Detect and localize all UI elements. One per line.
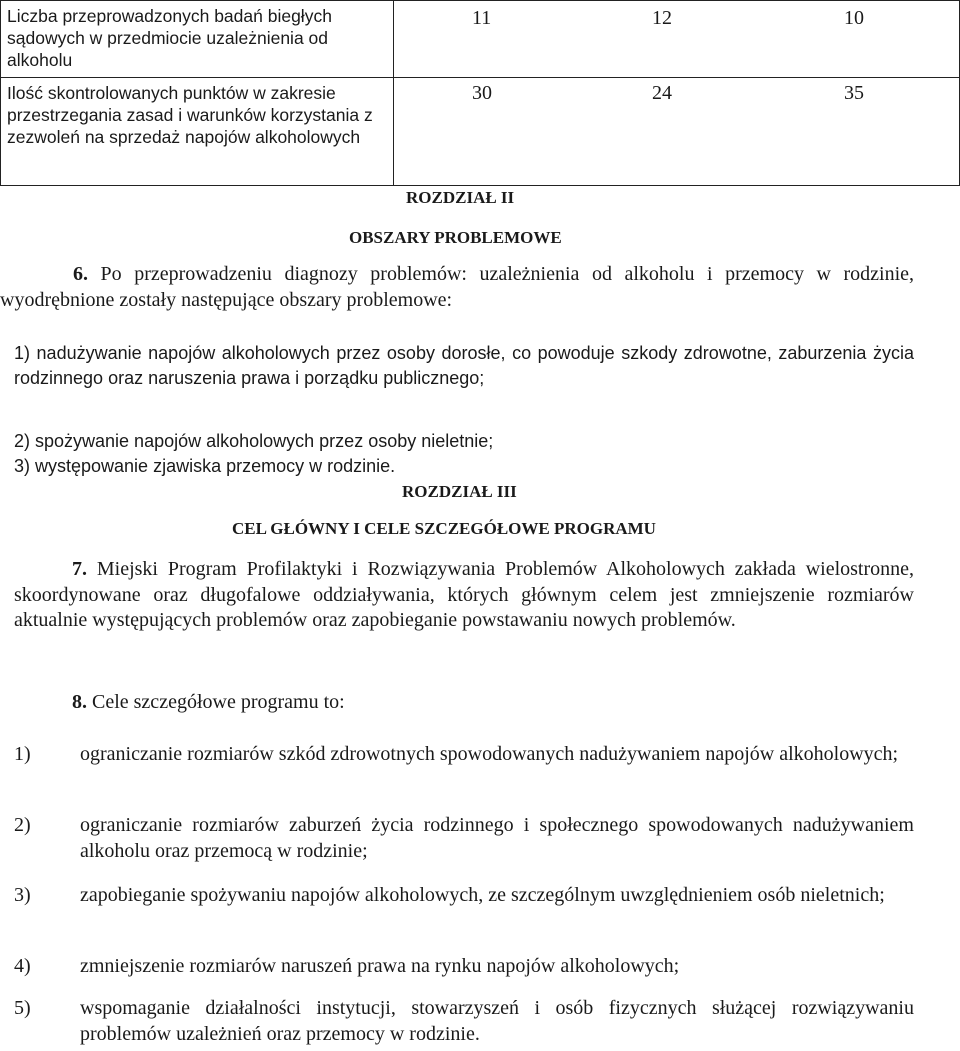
chapter-subtitle: CEL GŁÓWNY I CELE SZCZEGÓŁOWE PROGRAMU: [232, 519, 656, 538]
goal-item: [14, 812, 914, 864]
paragraph-7: [14, 557, 914, 634]
paragraph-number: 7.: [72, 558, 87, 580]
value-cell: 12: [652, 7, 672, 29]
row-values: [394, 1, 960, 78]
goal-number: 2): [14, 814, 31, 836]
goal-item: [14, 741, 914, 767]
paragraph-number: 6.: [73, 263, 88, 285]
row-label: Ilość skontrolowanych punktów w zakresie przestrzegania zasad i warunków korzystania z zezwoleń na sprzedaż napojów alkoholowych: [1, 78, 394, 186]
goal-text: zapobieganie spożywaniu napojów alkoholowych, ze szczególnym uwzględnieniem osób nieletnich;: [80, 884, 885, 906]
value-cell: 11: [472, 7, 492, 29]
goal-number: 3): [14, 884, 31, 906]
row-values: [394, 78, 960, 186]
paragraph-8: [72, 690, 345, 716]
chapter-title: ROZDZIAŁ III: [402, 482, 517, 501]
value-cell: 30: [472, 82, 492, 104]
goal-item: [14, 953, 914, 979]
table-row: [1, 78, 960, 186]
goal-text: wspomaganie działalności instytucji, stowarzyszeń i osób fizycznych służącej rozwiązywaniu problemów uzależnień oraz przemocy w rodzinie.: [80, 997, 914, 1045]
goal-item: [14, 995, 914, 1047]
paragraph-6: [0, 262, 914, 313]
chapter-subtitle: OBSZARY PROBLEMOWE: [349, 228, 562, 247]
value-cell: 35: [844, 82, 864, 104]
statistics-table: [0, 0, 960, 186]
goal-text: zmniejszenie rozmiarów naruszeń prawa na rynku napojów alkoholowych;: [80, 955, 680, 977]
table-row: [1, 1, 960, 78]
goal-text: ograniczanie rozmiarów zaburzeń życia rodzinnego i społecznego spowodowanych nadużywaniem alkoholu oraz przemocą w rodzinie;: [80, 814, 914, 862]
paragraph-text: Miejski Program Profilaktyki i Rozwiązywania Problemów Alkoholowych zakłada wielostronne, skoordynowane oraz długofalowe oddziaływania, których głównym celem jest zmniejszenie rozmiarów aktualnie występujących problemów oraz zapobieganie powstawaniu nowych problemów.: [14, 558, 915, 631]
chapter-title: ROZDZIAŁ II: [406, 188, 515, 207]
goal-number: 1): [14, 743, 31, 765]
paragraph-text: Po przeprowadzeniu diagnozy problemów: uzależnienia od alkoholu i przemocy w rodzinie, wyodrębnione zostały następujące obszary problemowe:: [0, 263, 915, 311]
problem-item: 1) nadużywanie napojów alkoholowych przez osoby dorosłe, co powoduje szkody zdrowotne, zaburzenia życia rodzinnego oraz naruszenia prawa i porządku publicznego;: [14, 343, 914, 388]
row-label: Liczba przeprowadzonych badań biegłych sądowych w przedmiocie uzależnienia od alkoholu: [1, 1, 394, 78]
value-cell: 24: [652, 82, 672, 104]
goal-item: [14, 882, 914, 908]
value-cell: 10: [844, 7, 864, 29]
problem-item: 3) występowanie zjawiska przemocy w rodzinie.: [14, 456, 396, 476]
goal-number: 4): [14, 955, 31, 977]
goal-text: ograniczanie rozmiarów szkód zdrowotnych spowodowanych nadużywaniem napojów alkoholowych;: [80, 743, 899, 765]
paragraph-text: Cele szczegółowe programu to:: [92, 691, 345, 713]
goal-number: 5): [14, 997, 31, 1019]
problem-item: 2) spożywanie napojów alkoholowych przez osoby nieletnie;: [14, 431, 494, 451]
paragraph-number: 8.: [72, 691, 87, 713]
